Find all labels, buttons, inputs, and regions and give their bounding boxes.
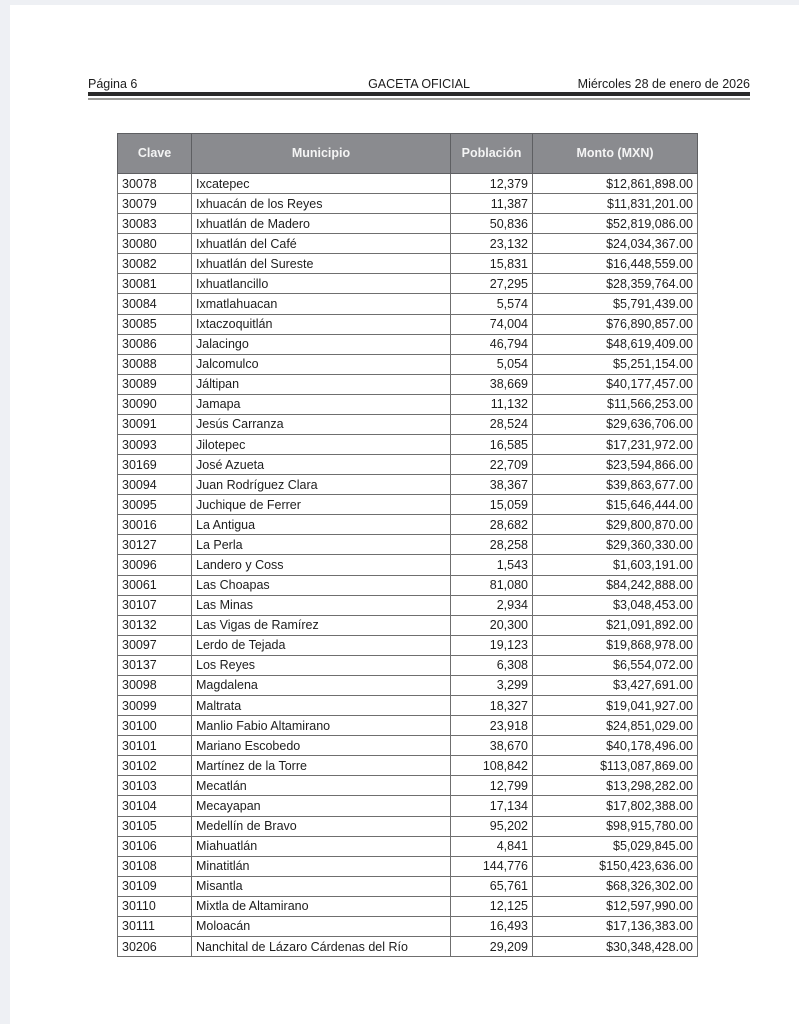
cell-clave: 30132 bbox=[118, 615, 192, 635]
cell-monto: $113,087,869.00 bbox=[533, 756, 698, 776]
table-row bbox=[118, 435, 698, 455]
publication-title: GACETA OFICIAL bbox=[368, 77, 470, 91]
table-row bbox=[118, 214, 698, 234]
cell-monto: $16,448,559.00 bbox=[533, 254, 698, 274]
cell-clave: 30089 bbox=[118, 374, 192, 394]
cell-municipio: Los Reyes bbox=[192, 655, 451, 675]
cell-monto: $19,868,978.00 bbox=[533, 635, 698, 655]
table-row bbox=[118, 635, 698, 655]
table-row bbox=[118, 515, 698, 535]
cell-clave: 30090 bbox=[118, 394, 192, 414]
cell-poblacion: 65,761 bbox=[451, 876, 533, 896]
cell-poblacion: 38,669 bbox=[451, 374, 533, 394]
table-row bbox=[118, 736, 698, 756]
cell-municipio: Ixhuatlán del Café bbox=[192, 234, 451, 254]
table-row bbox=[118, 274, 698, 294]
cell-clave: 30102 bbox=[118, 756, 192, 776]
cell-monto: $5,251,154.00 bbox=[533, 354, 698, 374]
cell-municipio: Magdalena bbox=[192, 675, 451, 695]
cell-clave: 30078 bbox=[118, 174, 192, 194]
cell-municipio: Las Choapas bbox=[192, 575, 451, 595]
cell-poblacion: 16,585 bbox=[451, 435, 533, 455]
table-row bbox=[118, 896, 698, 916]
cell-monto: $29,636,706.00 bbox=[533, 414, 698, 434]
cell-monto: $29,800,870.00 bbox=[533, 515, 698, 535]
cell-monto: $11,831,201.00 bbox=[533, 194, 698, 214]
cell-clave: 30061 bbox=[118, 575, 192, 595]
cell-municipio: Jilotepec bbox=[192, 435, 451, 455]
table-body bbox=[118, 174, 698, 957]
table-row bbox=[118, 495, 698, 515]
cell-municipio: Manlio Fabio Altamirano bbox=[192, 716, 451, 736]
table-row bbox=[118, 314, 698, 334]
table-row bbox=[118, 575, 698, 595]
table-row bbox=[118, 294, 698, 314]
cell-monto: $84,242,888.00 bbox=[533, 575, 698, 595]
header-rule-thin bbox=[88, 98, 750, 100]
cell-poblacion: 3,299 bbox=[451, 675, 533, 695]
cell-clave: 30109 bbox=[118, 876, 192, 896]
cell-municipio: Ixhuatlancillo bbox=[192, 274, 451, 294]
cell-clave: 30094 bbox=[118, 475, 192, 495]
cell-monto: $12,861,898.00 bbox=[533, 174, 698, 194]
cell-clave: 30137 bbox=[118, 655, 192, 675]
cell-monto: $21,091,892.00 bbox=[533, 615, 698, 635]
cell-municipio: Nanchital de Lázaro Cárdenas del Río bbox=[192, 936, 451, 956]
document-page bbox=[10, 5, 799, 1024]
cell-monto: $28,359,764.00 bbox=[533, 274, 698, 294]
cell-monto: $48,619,409.00 bbox=[533, 334, 698, 354]
cell-municipio: La Perla bbox=[192, 535, 451, 555]
cell-municipio: La Antigua bbox=[192, 515, 451, 535]
table-row bbox=[118, 655, 698, 675]
cell-poblacion: 11,387 bbox=[451, 194, 533, 214]
cell-municipio: Jesús Carranza bbox=[192, 414, 451, 434]
cell-monto: $29,360,330.00 bbox=[533, 535, 698, 555]
table-row bbox=[118, 394, 698, 414]
table-row bbox=[118, 836, 698, 856]
cell-poblacion: 18,327 bbox=[451, 696, 533, 716]
cell-municipio: Medellín de Bravo bbox=[192, 816, 451, 836]
cell-municipio: Ixhuatlán del Sureste bbox=[192, 254, 451, 274]
cell-municipio: Jalacingo bbox=[192, 334, 451, 354]
cell-municipio: Juchique de Ferrer bbox=[192, 495, 451, 515]
cell-monto: $40,178,496.00 bbox=[533, 736, 698, 756]
page-number: Página 6 bbox=[88, 77, 138, 91]
column-header-municipio: Municipio bbox=[192, 134, 451, 174]
cell-clave: 30083 bbox=[118, 214, 192, 234]
cell-monto: $1,603,191.00 bbox=[533, 555, 698, 575]
table-row bbox=[118, 776, 698, 796]
cell-poblacion: 23,918 bbox=[451, 716, 533, 736]
cell-poblacion: 16,493 bbox=[451, 916, 533, 936]
cell-clave: 30099 bbox=[118, 696, 192, 716]
cell-municipio: Moloacán bbox=[192, 916, 451, 936]
table-row bbox=[118, 414, 698, 434]
cell-clave: 30016 bbox=[118, 515, 192, 535]
table-row bbox=[118, 595, 698, 615]
cell-monto: $17,136,383.00 bbox=[533, 916, 698, 936]
header-rule-thick bbox=[88, 92, 750, 96]
table-row bbox=[118, 354, 698, 374]
cell-clave: 30169 bbox=[118, 455, 192, 475]
table-row bbox=[118, 334, 698, 354]
cell-poblacion: 27,295 bbox=[451, 274, 533, 294]
cell-municipio: Lerdo de Tejada bbox=[192, 635, 451, 655]
table-row bbox=[118, 916, 698, 936]
cell-municipio: Ixhuacán de los Reyes bbox=[192, 194, 451, 214]
cell-poblacion: 6,308 bbox=[451, 655, 533, 675]
cell-clave: 30085 bbox=[118, 314, 192, 334]
table-row bbox=[118, 936, 698, 956]
cell-clave: 30111 bbox=[118, 916, 192, 936]
cell-poblacion: 81,080 bbox=[451, 575, 533, 595]
cell-clave: 30100 bbox=[118, 716, 192, 736]
cell-clave: 30079 bbox=[118, 194, 192, 214]
cell-poblacion: 50,836 bbox=[451, 214, 533, 234]
cell-monto: $17,231,972.00 bbox=[533, 435, 698, 455]
column-header-monto: Monto (MXN) bbox=[533, 134, 698, 174]
cell-clave: 30081 bbox=[118, 274, 192, 294]
cell-monto: $30,348,428.00 bbox=[533, 936, 698, 956]
cell-poblacion: 12,799 bbox=[451, 776, 533, 796]
cell-clave: 30105 bbox=[118, 816, 192, 836]
cell-monto: $76,890,857.00 bbox=[533, 314, 698, 334]
cell-poblacion: 23,132 bbox=[451, 234, 533, 254]
cell-clave: 30206 bbox=[118, 936, 192, 956]
cell-poblacion: 38,367 bbox=[451, 475, 533, 495]
cell-poblacion: 17,134 bbox=[451, 796, 533, 816]
cell-poblacion: 144,776 bbox=[451, 856, 533, 876]
table-row bbox=[118, 856, 698, 876]
cell-poblacion: 95,202 bbox=[451, 816, 533, 836]
table-row bbox=[118, 675, 698, 695]
cell-municipio: Maltrata bbox=[192, 696, 451, 716]
cell-municipio: José Azueta bbox=[192, 455, 451, 475]
cell-monto: $52,819,086.00 bbox=[533, 214, 698, 234]
cell-municipio: Martínez de la Torre bbox=[192, 756, 451, 776]
table-row bbox=[118, 816, 698, 836]
cell-poblacion: 74,004 bbox=[451, 314, 533, 334]
cell-municipio: Mariano Escobedo bbox=[192, 736, 451, 756]
cell-municipio: Ixcatepec bbox=[192, 174, 451, 194]
table-row bbox=[118, 696, 698, 716]
cell-clave: 30093 bbox=[118, 435, 192, 455]
table-header-row bbox=[118, 134, 698, 174]
cell-monto: $11,566,253.00 bbox=[533, 394, 698, 414]
publication-date: Miércoles 28 de enero de 2026 bbox=[577, 77, 750, 91]
cell-monto: $5,029,845.00 bbox=[533, 836, 698, 856]
cell-monto: $17,802,388.00 bbox=[533, 796, 698, 816]
cell-poblacion: 15,831 bbox=[451, 254, 533, 274]
cell-clave: 30098 bbox=[118, 675, 192, 695]
cell-clave: 30127 bbox=[118, 535, 192, 555]
cell-monto: $39,863,677.00 bbox=[533, 475, 698, 495]
cell-municipio: Ixhuatlán de Madero bbox=[192, 214, 451, 234]
cell-monto: $13,298,282.00 bbox=[533, 776, 698, 796]
cell-municipio: Mecayapan bbox=[192, 796, 451, 816]
column-header-poblacion: Población bbox=[451, 134, 533, 174]
table-row bbox=[118, 796, 698, 816]
table-row bbox=[118, 234, 698, 254]
cell-poblacion: 46,794 bbox=[451, 334, 533, 354]
cell-poblacion: 11,132 bbox=[451, 394, 533, 414]
cell-clave: 30082 bbox=[118, 254, 192, 274]
table-row bbox=[118, 254, 698, 274]
cell-monto: $5,791,439.00 bbox=[533, 294, 698, 314]
cell-poblacion: 2,934 bbox=[451, 595, 533, 615]
cell-clave: 30086 bbox=[118, 334, 192, 354]
cell-poblacion: 5,054 bbox=[451, 354, 533, 374]
cell-municipio: Jamapa bbox=[192, 394, 451, 414]
cell-monto: $23,594,866.00 bbox=[533, 455, 698, 475]
cell-monto: $98,915,780.00 bbox=[533, 816, 698, 836]
cell-monto: $19,041,927.00 bbox=[533, 696, 698, 716]
cell-poblacion: 29,209 bbox=[451, 936, 533, 956]
cell-municipio: Landero y Coss bbox=[192, 555, 451, 575]
table-row bbox=[118, 535, 698, 555]
cell-municipio: Miahuatlán bbox=[192, 836, 451, 856]
cell-poblacion: 15,059 bbox=[451, 495, 533, 515]
cell-poblacion: 1,543 bbox=[451, 555, 533, 575]
cell-poblacion: 12,379 bbox=[451, 174, 533, 194]
cell-municipio: Ixmatlahuacan bbox=[192, 294, 451, 314]
cell-municipio: Jalcomulco bbox=[192, 354, 451, 374]
cell-poblacion: 5,574 bbox=[451, 294, 533, 314]
cell-poblacion: 4,841 bbox=[451, 836, 533, 856]
table-row bbox=[118, 756, 698, 776]
table-row bbox=[118, 555, 698, 575]
cell-poblacion: 22,709 bbox=[451, 455, 533, 475]
cell-municipio: Juan Rodríguez Clara bbox=[192, 475, 451, 495]
cell-clave: 30096 bbox=[118, 555, 192, 575]
cell-monto: $15,646,444.00 bbox=[533, 495, 698, 515]
cell-poblacion: 19,123 bbox=[451, 635, 533, 655]
cell-municipio: Mecatlán bbox=[192, 776, 451, 796]
cell-municipio: Minatitlán bbox=[192, 856, 451, 876]
cell-clave: 30110 bbox=[118, 896, 192, 916]
cell-clave: 30080 bbox=[118, 234, 192, 254]
cell-monto: $24,851,029.00 bbox=[533, 716, 698, 736]
cell-poblacion: 28,524 bbox=[451, 414, 533, 434]
cell-poblacion: 28,258 bbox=[451, 535, 533, 555]
cell-monto: $12,597,990.00 bbox=[533, 896, 698, 916]
cell-municipio: Las Vigas de Ramírez bbox=[192, 615, 451, 635]
cell-poblacion: 108,842 bbox=[451, 756, 533, 776]
cell-clave: 30084 bbox=[118, 294, 192, 314]
cell-monto: $3,048,453.00 bbox=[533, 595, 698, 615]
table-row bbox=[118, 876, 698, 896]
table-row bbox=[118, 374, 698, 394]
cell-poblacion: 38,670 bbox=[451, 736, 533, 756]
cell-clave: 30097 bbox=[118, 635, 192, 655]
cell-monto: $68,326,302.00 bbox=[533, 876, 698, 896]
cell-clave: 30107 bbox=[118, 595, 192, 615]
table-row bbox=[118, 174, 698, 194]
table-row bbox=[118, 194, 698, 214]
cell-municipio: Jáltipan bbox=[192, 374, 451, 394]
cell-municipio: Ixtaczoquitlán bbox=[192, 314, 451, 334]
cell-municipio: Misantla bbox=[192, 876, 451, 896]
table-row bbox=[118, 475, 698, 495]
cell-clave: 30103 bbox=[118, 776, 192, 796]
table-row bbox=[118, 455, 698, 475]
cell-poblacion: 28,682 bbox=[451, 515, 533, 535]
cell-clave: 30108 bbox=[118, 856, 192, 876]
cell-monto: $6,554,072.00 bbox=[533, 655, 698, 675]
cell-poblacion: 12,125 bbox=[451, 896, 533, 916]
cell-municipio: Las Minas bbox=[192, 595, 451, 615]
cell-monto: $3,427,691.00 bbox=[533, 675, 698, 695]
column-header-clave: Clave bbox=[118, 134, 192, 174]
cell-clave: 30088 bbox=[118, 354, 192, 374]
cell-clave: 30091 bbox=[118, 414, 192, 434]
cell-clave: 30104 bbox=[118, 796, 192, 816]
cell-poblacion: 20,300 bbox=[451, 615, 533, 635]
cell-monto: $40,177,457.00 bbox=[533, 374, 698, 394]
cell-monto: $24,034,367.00 bbox=[533, 234, 698, 254]
cell-monto: $150,423,636.00 bbox=[533, 856, 698, 876]
cell-municipio: Mixtla de Altamirano bbox=[192, 896, 451, 916]
cell-clave: 30106 bbox=[118, 836, 192, 856]
cell-clave: 30095 bbox=[118, 495, 192, 515]
table-row bbox=[118, 716, 698, 736]
cell-clave: 30101 bbox=[118, 736, 192, 756]
municipal-allocation-table bbox=[117, 133, 698, 957]
table-row bbox=[118, 615, 698, 635]
